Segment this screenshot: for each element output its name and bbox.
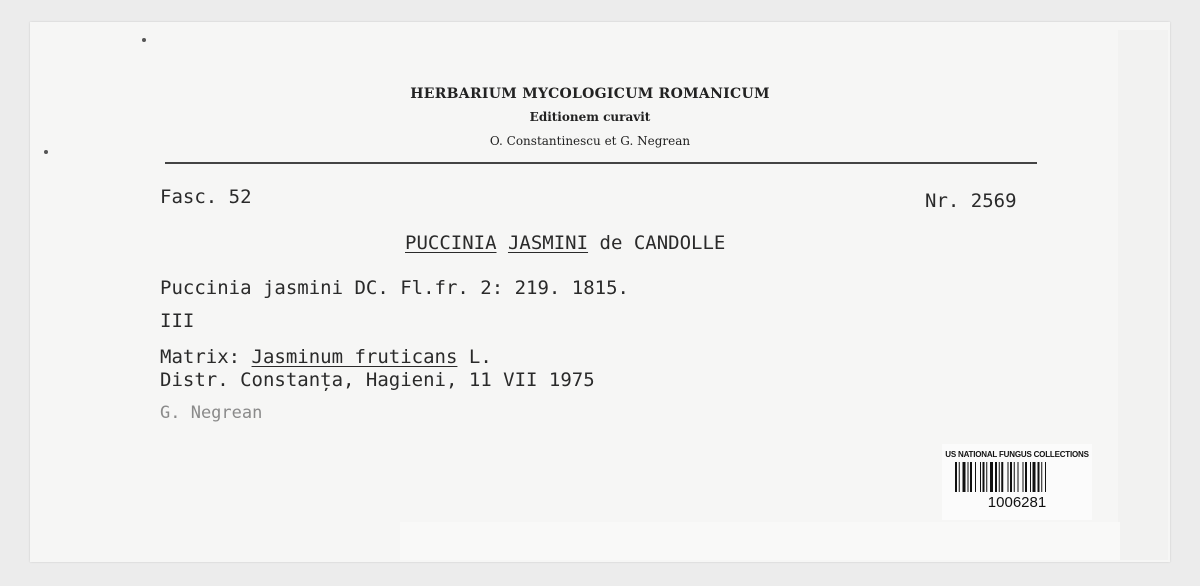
- barcode-bar: [999, 462, 1000, 492]
- barcode-bar: [980, 462, 981, 492]
- barcode-bar: [970, 462, 972, 492]
- barcode-bar: [1033, 462, 1036, 492]
- herbarium-subtitle: Editionem curavit: [529, 110, 651, 124]
- barcode-bar: [1030, 462, 1031, 492]
- collector: G. Negrean: [160, 403, 263, 423]
- taxon-author: de CANDOLLE: [599, 232, 726, 254]
- barcode-number: 1006281: [987, 494, 1047, 511]
- barcode-institution: US NATIONAL FUNGUS COLLECTIONS: [945, 450, 1089, 459]
- barcode-bar: [995, 462, 997, 492]
- spore-stage: III: [160, 310, 195, 332]
- barcode-bar: [975, 462, 976, 492]
- paper-strip: [400, 522, 1120, 560]
- barcode-bar: [959, 462, 960, 492]
- taxon-species: JASMINI: [507, 232, 589, 254]
- taxon-citation: Puccinia jasmini DC. Fl.fr. 2: 219. 1815.: [160, 277, 629, 299]
- barcode-bar: [1045, 462, 1046, 492]
- taxon-genus: PUCCINIA: [405, 232, 497, 254]
- distribution: Distr. Constanța, Hagieni, 11 VII 1975: [160, 369, 595, 391]
- barcode-bar: [1018, 462, 1019, 492]
- barcode-bar: [983, 462, 985, 492]
- host-matrix: [160, 346, 492, 368]
- barcode-bar: [1001, 462, 1003, 492]
- herbarium-title: HERBARIUM MYCOLOGICUM ROMANICUM: [410, 86, 770, 102]
- barcode-icon: [955, 462, 1079, 492]
- barcode-bar: [1038, 462, 1040, 492]
- barcode-bar: [963, 462, 966, 492]
- host-author: L.: [468, 346, 492, 368]
- matrix-prefix: Matrix:: [160, 346, 241, 368]
- barcode-label: [942, 444, 1092, 520]
- host-name: Jasminum fruticans: [251, 346, 458, 368]
- speck: [142, 38, 146, 42]
- specimen-number: Nr. 2569: [925, 190, 1017, 212]
- speck: [44, 150, 48, 154]
- taxon-name: [405, 232, 725, 254]
- barcode-bar: [1008, 462, 1009, 492]
- barcode-bar: [986, 462, 987, 492]
- barcode-bar: [1025, 462, 1027, 492]
- fascicle-number: Fasc. 52: [160, 186, 252, 208]
- barcode-bar: [955, 462, 957, 492]
- barcode-bar: [990, 462, 993, 492]
- herbarium-editors: O. Constantinescu et G. Negrean: [489, 134, 691, 148]
- barcode-bar: [1014, 462, 1015, 492]
- barcode-bar: [1023, 462, 1024, 492]
- header-divider: [165, 162, 1037, 164]
- barcode-bar: [1041, 462, 1042, 492]
- barcode-bar: [1010, 462, 1012, 492]
- barcode-bar: [968, 462, 969, 492]
